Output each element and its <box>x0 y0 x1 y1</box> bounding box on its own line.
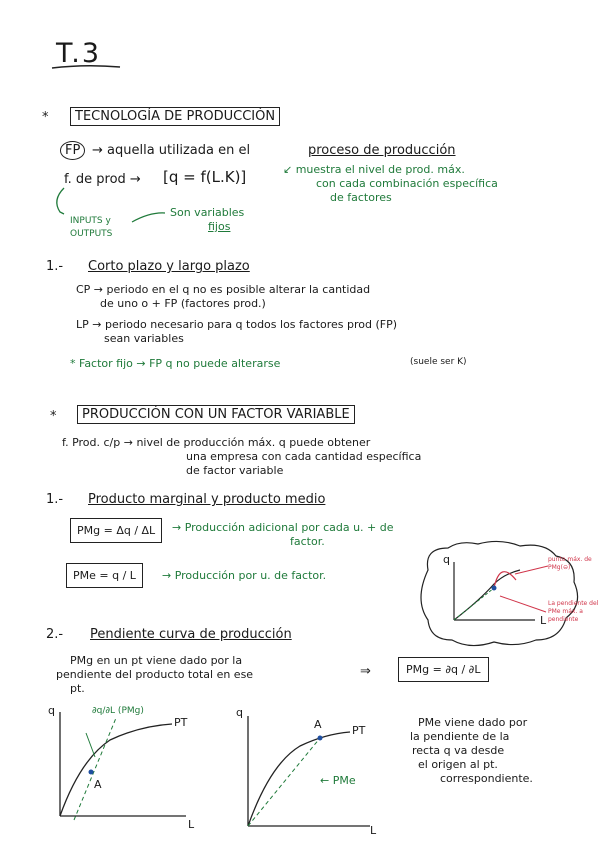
fprod-line-3: de factor variable <box>186 464 284 477</box>
cloud-note-bottom: La pendiente del PMe máx. a pendiente <box>548 600 599 623</box>
marg-heading: Producto marginal y producto medio <box>88 492 326 507</box>
variables-label-1: Son variables <box>170 206 245 219</box>
implies-arrow: ⇒ <box>360 664 371 679</box>
plazos-heading: Corto plazo y largo plazo <box>88 259 250 274</box>
tech-heading: TECNOLOGÍA DE PRODUCCIÓN <box>70 107 280 126</box>
fp-def-b: proceso de producción <box>308 143 456 158</box>
pmg-derivative: PMg = ∂q / ∂L <box>398 657 489 682</box>
pmg-formula: PMg = Δq / ΔL <box>70 518 162 543</box>
graph2-l-axis: L <box>370 824 377 837</box>
pme-explain-3: recta q va desde <box>412 744 505 757</box>
graph1-pt-label: PT <box>174 716 188 729</box>
lp-line-1: LP → periodo necesario para q todos los factores prod (FP) <box>76 318 398 331</box>
pend-text-2: pendiente del producto total en ese <box>56 668 254 681</box>
page-title: T.3 <box>56 38 102 69</box>
fp-abbr: FP <box>60 141 85 160</box>
fn-formula: [q = f(L.K)] <box>163 168 247 186</box>
graph2-pme-label: ← PMe <box>320 774 356 787</box>
pme-desc: → Producción por u. de factor. <box>162 569 327 582</box>
pme-formula: PMe = q / L <box>66 563 143 588</box>
fn-note-2: con cada combinación específica <box>316 177 498 190</box>
fprod-line-2: una empresa con cada cantidad específica <box>186 450 422 463</box>
fn-note-1: ↙ muestra el nivel de prod. máx. <box>283 163 465 176</box>
graph2-q-axis: q <box>236 706 243 719</box>
var-heading: PRODUCCIÓN CON UN FACTOR VARIABLE <box>77 405 355 424</box>
pmg-desc-1: → Producción adicional por cada u. + de <box>172 521 394 534</box>
factor-fijo: * Factor fijo → FP q no puede alterarse <box>70 357 281 370</box>
pend-text-1: PMg en un pt viene dado por la <box>70 654 243 667</box>
fprod-line-1: f. Prod. c/p → nivel de producción máx. q puede obtener <box>62 436 371 449</box>
pend-num: 2.- <box>46 627 64 642</box>
pend-heading: Pendiente curva de producción <box>90 627 292 642</box>
cp-line-2: de uno o + FP (factores prod.) <box>100 297 266 310</box>
variables-label-2: fijos <box>208 220 231 233</box>
pmg-desc-2: factor. <box>290 535 325 548</box>
pme-explain-4: el origen al pt. <box>418 758 498 771</box>
lp-line-2: sean variables <box>104 332 184 345</box>
star-bullet-2: * <box>50 409 57 424</box>
graph1-point-a: A <box>94 778 102 791</box>
fp-def-a: → aquella utilizada en el <box>92 143 251 158</box>
star-bullet: * <box>42 110 49 125</box>
pme-explain-2: la pendiente de la <box>410 730 510 743</box>
graph2-point-a: A <box>314 718 322 731</box>
marg-num: 1.- <box>46 492 64 507</box>
cp-line-1: CP → periodo en el q no es posible alterar la cantidad <box>76 283 371 296</box>
pme-explain-1: PMe viene dado por <box>418 716 528 729</box>
cloud-l-axis: L <box>540 614 547 627</box>
cloud-q-axis: q <box>443 553 450 566</box>
plazos-num: 1.- <box>46 259 64 274</box>
factor-fijo-note: (suele ser K) <box>410 357 467 367</box>
fn-label: f. de prod → <box>64 172 141 187</box>
pend-text-3: pt. <box>70 682 85 695</box>
inputs-label-1: INPUTS y <box>70 216 111 226</box>
cloud-note-top: punto máx. de PMg(⊖) <box>548 556 592 571</box>
pme-explain-5: correspondiente. <box>440 772 533 785</box>
graph2-pt-label: PT <box>352 724 366 737</box>
graph1-slope-tag: ∂q/∂L (PMg) <box>92 706 144 716</box>
graph1-l-axis: L <box>188 818 195 831</box>
fn-note-3: de factores <box>330 191 392 204</box>
inputs-label-2: OUTPUTS <box>70 229 113 239</box>
graph1-q-axis: q <box>48 704 55 717</box>
